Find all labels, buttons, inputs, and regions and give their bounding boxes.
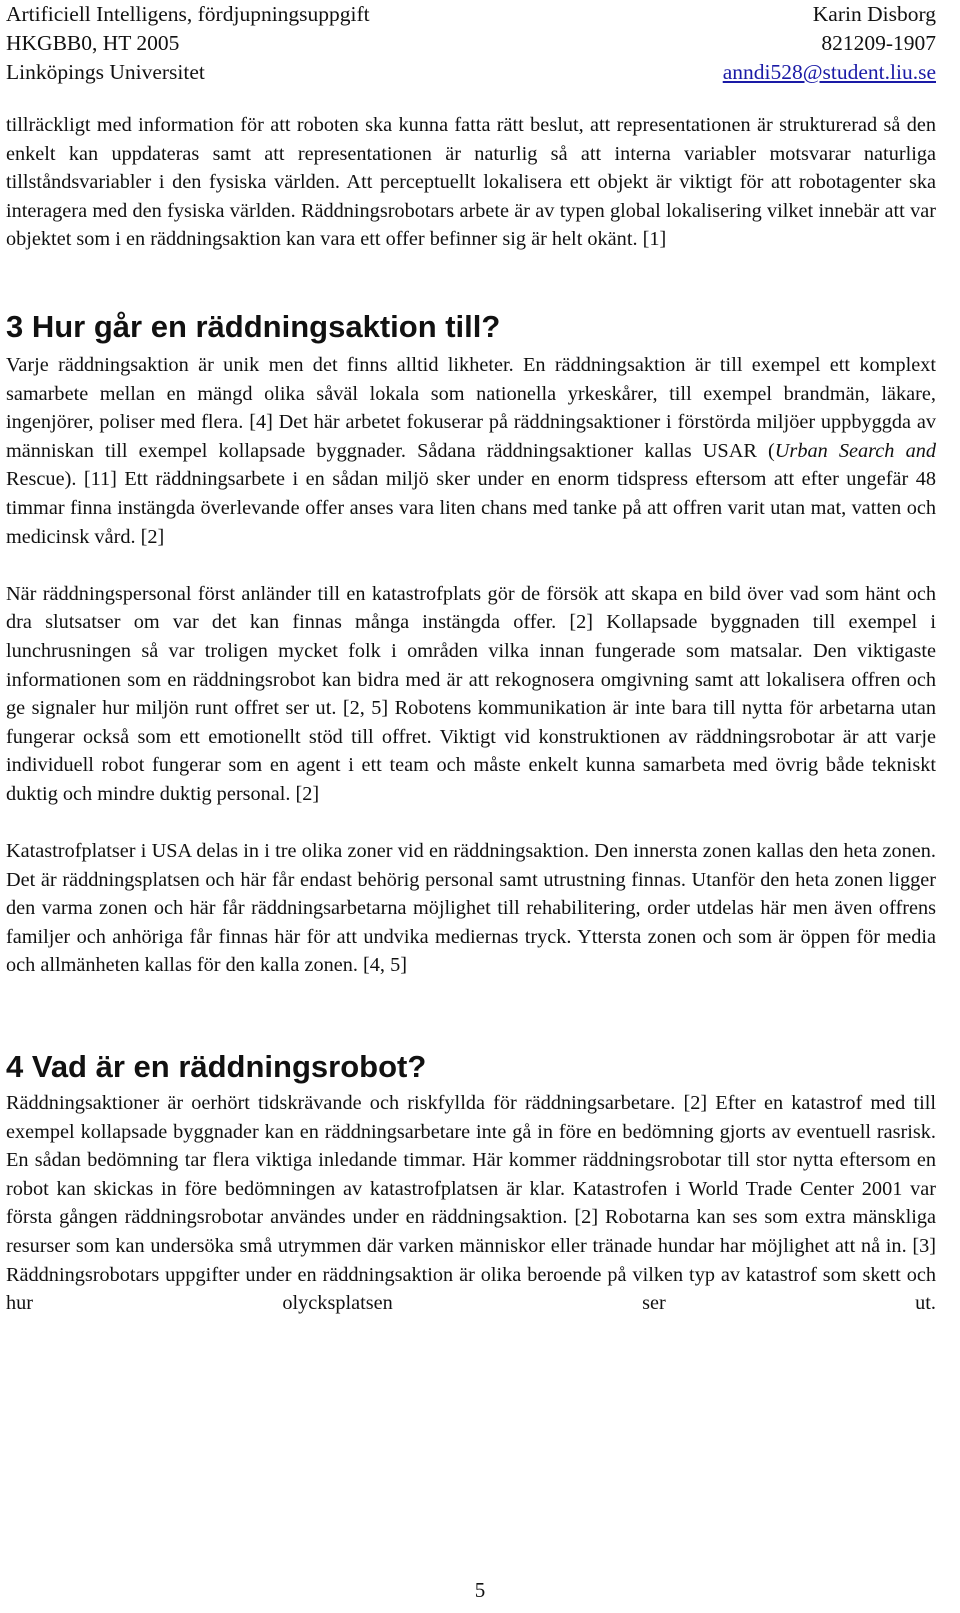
paragraph-rescue-intro-italic: Urban Search and xyxy=(774,439,937,462)
header-row-1 xyxy=(6,0,936,29)
heading-section-4: 4 Vad är en räddningsrobot? xyxy=(6,1049,427,1085)
course-code: HKGBB0, HT 2005 xyxy=(6,31,180,55)
paragraph-rescue-intro-b: Rescue). [11] Ett räddningsarbete i en sådan miljö sker under en enorm tidspress eftersom att efter ungefär 48 timmar finna instängda överlevande offer anses vara liten chans med tanke på att offren varit utan mat, vatten och medicinsk vård. [2] xyxy=(6,468,936,548)
heading-section-3: 3 Hur går en räddningsaktion till? xyxy=(6,308,501,344)
author-name: Karin Disborg xyxy=(812,2,936,26)
paragraph-rescue-robot: Räddningsaktioner är oerhört tidskrävande och riskfyllda för räddningsarbetare. [2] Efter en katastrof med till exempel kollapsade byggnader kan en räddningsarbetare inte gå in före en bedömning gjorts av eventuell rasrisk. En sådan bedömning tar flera viktiga inledande timmar. Här kommer räddningsrobotar till stor nytta eftersom en robot kan skickas in före bedömningen av katastrofplatsen är klar. Katastrofen i World Trade Center 2001 var första gången räddningsrobotar användes under en räddningsaktion. [2] Robotarna kan ses som extra mänskliga resurser som kan undersöka små utrymmen där varken människor eller tränade hundar har möjlighet att nå in. [3] Räddningsrobotars uppgifter under en räddningsaktion är olika beroende på vilken typ av katastrof som skett och hur olycksplatsen ser ut. xyxy=(6,1092,936,1315)
section-gap xyxy=(6,980,936,1037)
page-header xyxy=(6,0,936,87)
paragraph-gap xyxy=(6,551,936,580)
header-row-3 xyxy=(6,58,936,87)
paragraph-gap xyxy=(6,808,936,837)
paragraph-rescue-intro xyxy=(6,351,936,551)
author-email-link[interactable]: anndi528@student.liu.se xyxy=(722,60,936,84)
page-number: 5 xyxy=(474,1578,486,1602)
course-title: Artificiell Intelligens, fördjupningsuppgift xyxy=(6,2,370,26)
page-body xyxy=(6,111,936,1318)
header-row-2 xyxy=(6,29,936,58)
paragraph-representation: tillräckligt med information för att roboten ska kunna fatta rätt beslut, att representationen är strukturerad så den enkelt kan uppdateras samt att representationen är naturlig så att interna variabler motsvarar naturliga tillståndsvariabler i den fysiska världen. Att perceptuellt lokalisera ett objekt är viktigt för att robotagenter ska interagera med den fysiska världen. Räddningsrobotars arbete är av typen global lokalisering vilket innebär att var objektet som i en räddningsaktion kan vara ett offer befinner sig är helt okänt. [1] xyxy=(6,114,936,251)
university: Linköpings Universitet xyxy=(6,60,205,84)
paragraph-zones: Katastrofplatser i USA delas in i tre olika zoner vid en räddningsaktion. Den innersta zonen kallas den heta zonen. Det är räddningsplatsen och här får endast behörig personal samt utrustning finnas. Utanför den heta zonen ligger den varma zonen och här får räddningsarbetarna möjlighet till rehabilitering, order utdelas här men även offrens familjer och anhöriga får finnas här för att undvika mediernas tryck. Yttersta zonen och som är öppen för media och allmänheten kallas för den kalla zonen. [4, 5] xyxy=(6,840,936,977)
paragraph-rescue-personnel: När räddningspersonal först anländer till en katastrofplats gör de försök att skapa en bild över vad som hänt och dra slutsatser om var det kan finnas många instängda offer. [2] Kollapsade byggnaden till exempel i lunchrusningen så var troligen mycket folk i områden vilka innan fungerade som matsalar. Den viktigaste informationen som en räddningsrobot kan bidra med är att rekognosera omgivning samt att lokalisera offren och ge signaler hur miljön runt offret ser ut. [2, 5] Robotens kommunikation är inte bara till nytta för arbetarna utan fungerar också som ett emotionellt stöd till offret. Viktigt vid konstruktionen av räddningsrobotar är att varje individuell robot fungerar som en agent i ett team och måste enkelt kunna samarbeta med övrig både tekniskt duktig och mindre duktig personal. [2] xyxy=(6,582,936,805)
paragraph-rescue-intro-a: Varje räddningsaktion är unik men det finns alltid likheter. En räddningsaktion är till exempel ett komplext samarbete mellan en mängd olika såväl lokala som nationella yrkeskårer, till exempel brandmän, läkare, ingenjörer, poliser med flera. [4] Det här arbetet fokuserar på räddningsaktioner i förstörda miljöer uppbyggda av människan till exempel kollapsade byggnader. Sådana räddningsaktioner kallas USAR ( xyxy=(6,353,936,462)
author-id: 821209-1907 xyxy=(821,31,936,55)
